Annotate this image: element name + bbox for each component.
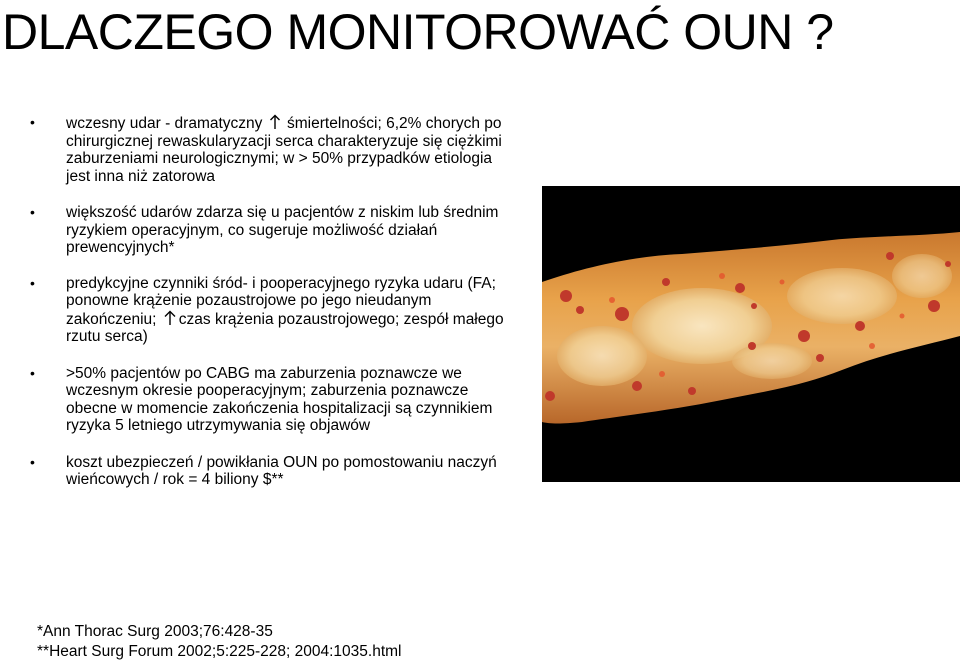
footnote-line: *Ann Thorac Surg 2003;76:428-35 [37,623,273,640]
bullet-dot-icon: • [30,274,35,291]
bullet-item [30,204,510,257]
bullet-text-part: wczesny udar - dramatyczny [66,115,263,132]
bullet-dot-icon: • [30,114,35,130]
atherosclerotic-aorta-specimen-photo [542,186,960,482]
bullet-text: >50% pacjentów po CABG ma zaburzenia poznawcze we wczesnym okresie pooperacyjnym; zaburzenia poznawcze obecne w momencie zakończenia hospitalizacji są czynnikiem ryzyka 5 letniego utrzymywania się objawów [66,364,493,434]
bullet-text [66,114,510,185]
bullet-text: koszt ubezpieczeń / powikłania OUN po pomostowaniu naczyń wieńcowych / rok = 4 biliony $** [66,453,497,488]
bullet-item [30,114,510,185]
bullet-text-part: czas krążenia pozaustrojowego; zespół małego rzutu serca) [66,310,504,345]
slide-title: DLACZEGO MONITOROWAĆ OUN ? [2,4,834,60]
bullet-text-part: śmiertelności; 6,2% chorych po chirurgicznej rewaskularyzacji serca charakteryzuje się ciężkimi zaburzeniami neurologicznymi; w > 50% przypadków etiologia jest inna niż zatorowa [66,115,502,185]
bullet-text-part: predykcyjne czynniki śród- i pooperacyjnego ryzyka udaru (FA; ponowne krążenie pozaustrojowe po jego nieudanym zakończeniu; [66,274,496,328]
bullet-list [30,114,510,489]
bullet-item [30,454,510,489]
bullet-item [30,275,510,346]
bullet-text: większość udarów zdarza się u pacjentów z niskim lub średnim ryzykiem operacyjnym, co sugeruje możliwość działań prewencyjnych* [66,204,499,256]
bullet-dot-icon: • [30,364,35,381]
bullet-item [30,365,510,435]
up-arrow-icon [163,310,177,326]
specimen-illustration [542,186,960,482]
bullet-text [66,275,510,346]
footnote-line: **Heart Surg Forum 2002;5:225-228; 2004:1035.html [37,643,402,660]
up-arrow-icon [269,114,281,130]
footnotes [37,622,401,662]
bullet-dot-icon: • [30,453,35,470]
bullet-dot-icon: • [30,204,35,220]
